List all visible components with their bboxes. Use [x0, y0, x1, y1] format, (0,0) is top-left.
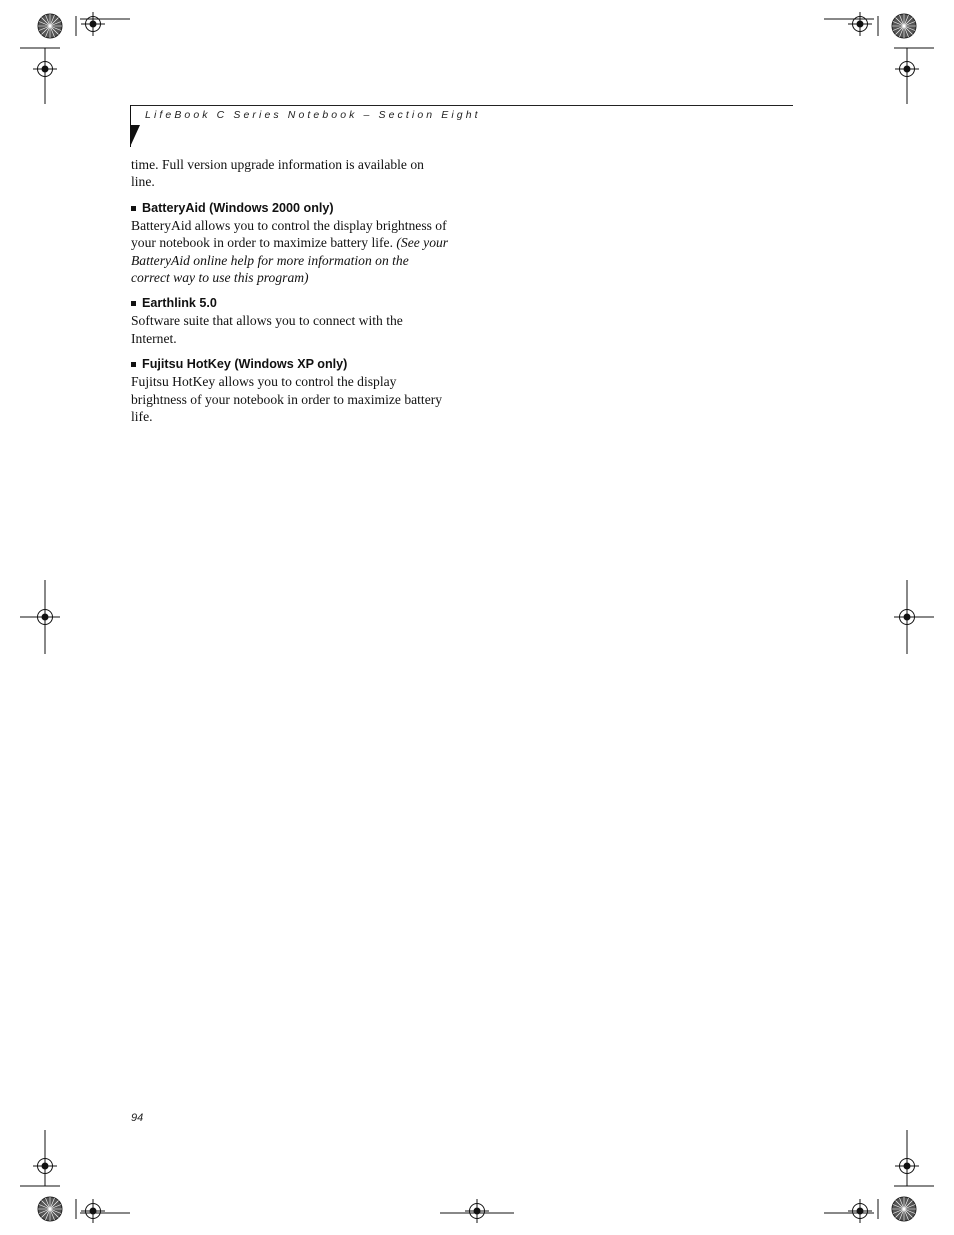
intro-paragraph: time. Full version upgrade information is available on line.: [131, 157, 424, 190]
list-item-batteryaid: [131, 200, 449, 287]
running-header-title: LifeBook C Series Notebook – Section Eight: [145, 109, 481, 121]
bullet-square-icon: [131, 301, 136, 306]
bullet-square-icon: [131, 206, 136, 211]
item-heading: [131, 200, 449, 217]
item-heading: [131, 356, 449, 373]
list-item-earthlink: [131, 295, 449, 347]
item-note-text: (See your BatteryAid online help for more information on the correct way to use this program): [131, 235, 449, 286]
page-number: 94: [131, 1112, 144, 1124]
main-content: [131, 156, 449, 434]
item-description: [131, 217, 449, 287]
bullet-square-icon: [131, 362, 136, 367]
item-heading-text: Earthlink 5.0: [142, 296, 217, 311]
header-tab-graphic: [130, 105, 140, 147]
item-heading: [131, 295, 449, 312]
list-item-hotkey: [131, 356, 449, 425]
item-body-text: BatteryAid allows you to control the display brightness of your notebook in order to maximize battery life.: [131, 217, 447, 251]
item-description: Software suite that allows you to connect with the Internet.: [131, 313, 403, 346]
item-heading-text: Fujitsu HotKey (Windows XP only): [142, 357, 348, 372]
header-rule: [130, 105, 793, 106]
item-description: Fujitsu HotKey allows you to control the display brightness of your notebook in order to maximize battery life.: [131, 374, 443, 425]
item-heading-text: BatteryAid (Windows 2000 only): [142, 200, 334, 215]
